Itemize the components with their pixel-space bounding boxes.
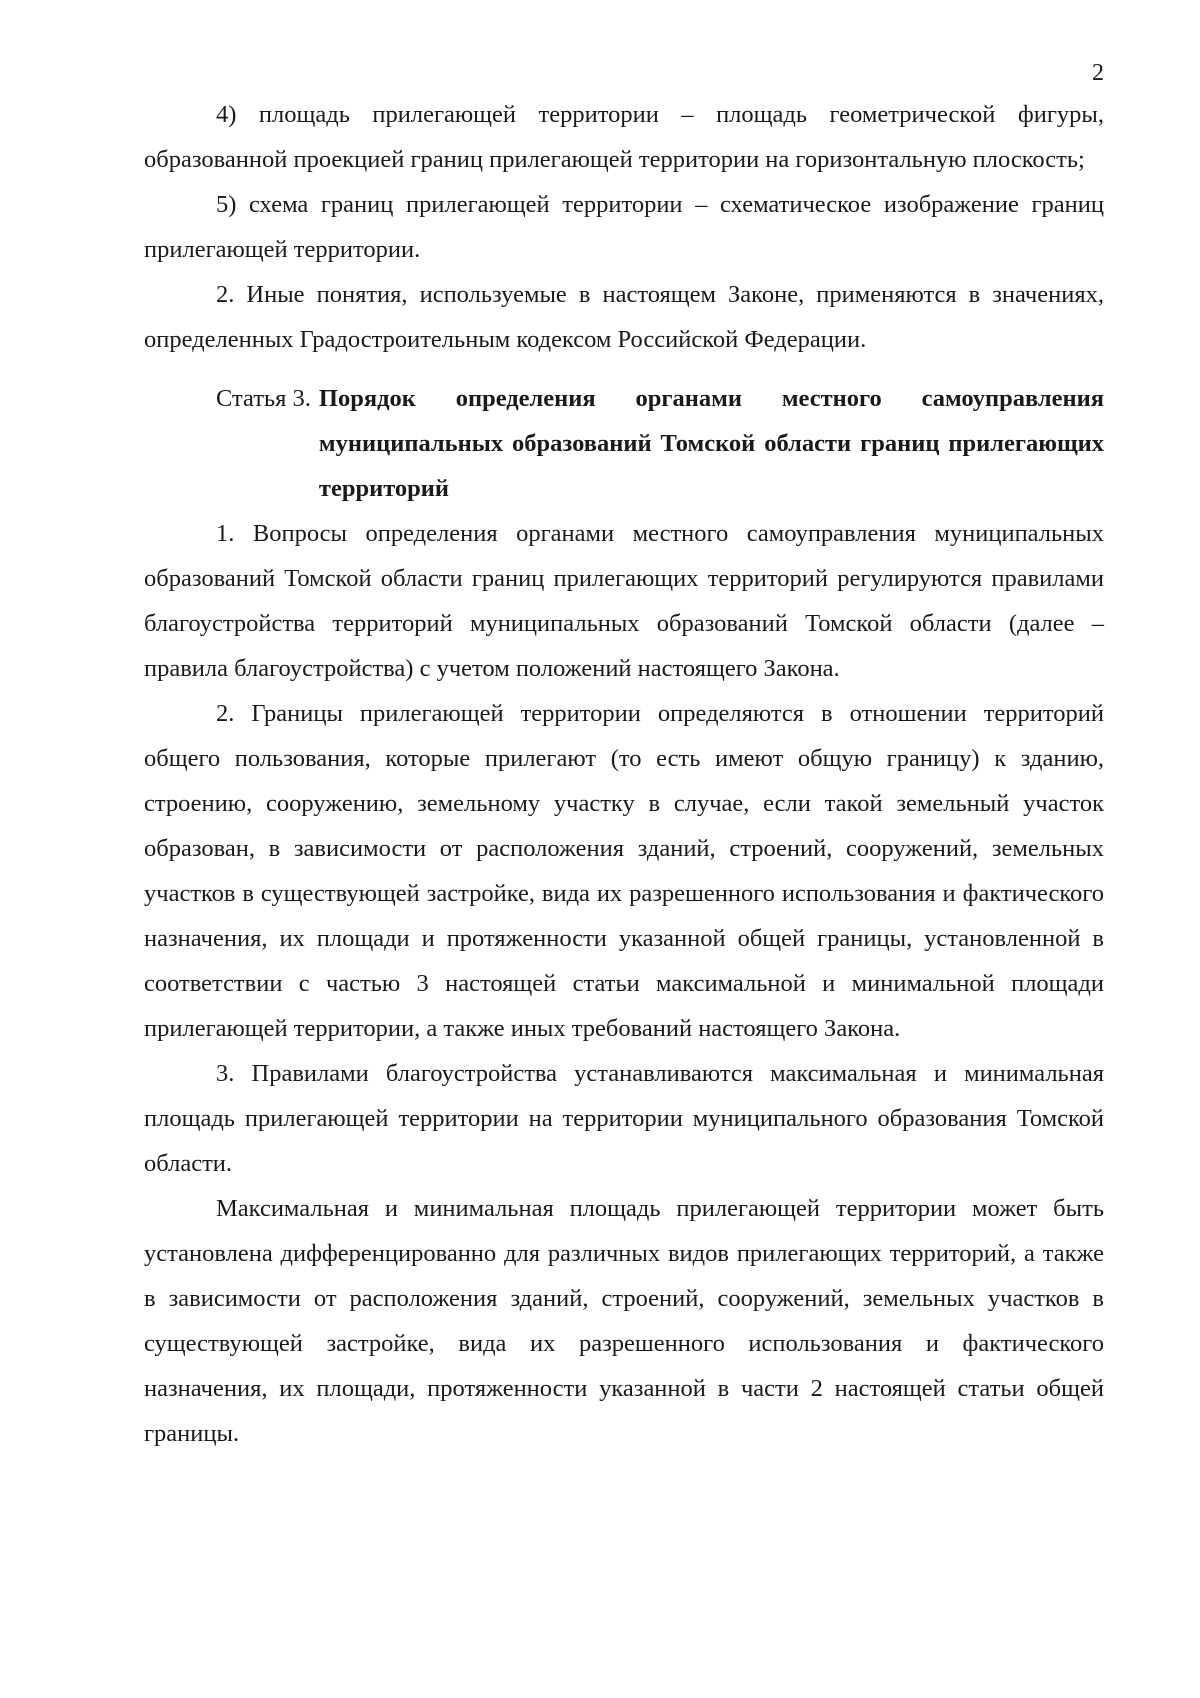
page-number: 2 [1092,60,1104,86]
paragraph-definition-5: 5) схема границ прилегающей территории – схематическое изображение границ прилегающей территории. [144,191,1104,263]
article-title: Порядок определения органами местного самоуправления муниципальных образований Томской области границ прилегающих территорий [318,385,1104,502]
paragraph-article-3-part-3: 3. Правилами благоустройства устанавливаются максимальная и минимальная площадь прилегающей территории на территории муниципального образования Томской области. [144,1060,1104,1177]
paragraph-other-concepts: 2. Иные понятия, используемые в настоящем Законе, применяются в значениях, определенных Градостроительным кодексом Российской Федерации. [144,281,1104,353]
article-heading [144,376,1104,511]
paragraph-article-3-part-1: 1. Вопросы определения органами местного самоуправления муниципальных образований Томской области границ прилегающих территорий регулируются правилами благоустройства территорий муниципальных образований Томской области (далее – правила благоустройства) с учетом положений настоящего Закона. [144,520,1104,682]
paragraph-article-3-part-2: 2. Границы прилегающей территории определяются в отношении территорий общего пользования, которые прилегают (то есть имеют общую границу) к зданию, строению, сооружению, земельному участку в случае, если такой земельный участок образован, в зависимости от расположения зданий, строений, сооружений, земельных участков в существующей застройке, вида их разрешенного использования и фактического назначения, их площади и протяженности указанной общей границы, установленной в соответствии с частью 3 настоящей статьи максимальной и минимальной площади прилегающей территории, а также иных требований настоящего Закона. [144,700,1104,1042]
article-label: Статья 3. [216,385,311,412]
paragraph-definition-4: 4) площадь прилегающей территории – площадь геометрической фигуры, образованной проекцией границ прилегающей территории на горизонтальную плоскость; [144,101,1104,173]
document-body [144,92,1104,1456]
paragraph-article-3-part-3-continued: Максимальная и минимальная площадь прилегающей территории может быть установлена дифференцированно для различных видов прилегающих территорий, а также в зависимости от расположения зданий, строений, сооружений, земельных участков в существующей застройке, вида их разрешенного использования и фактического назначения, их площади, протяженности указанной в части 2 настоящей статьи общей границы. [144,1195,1104,1447]
